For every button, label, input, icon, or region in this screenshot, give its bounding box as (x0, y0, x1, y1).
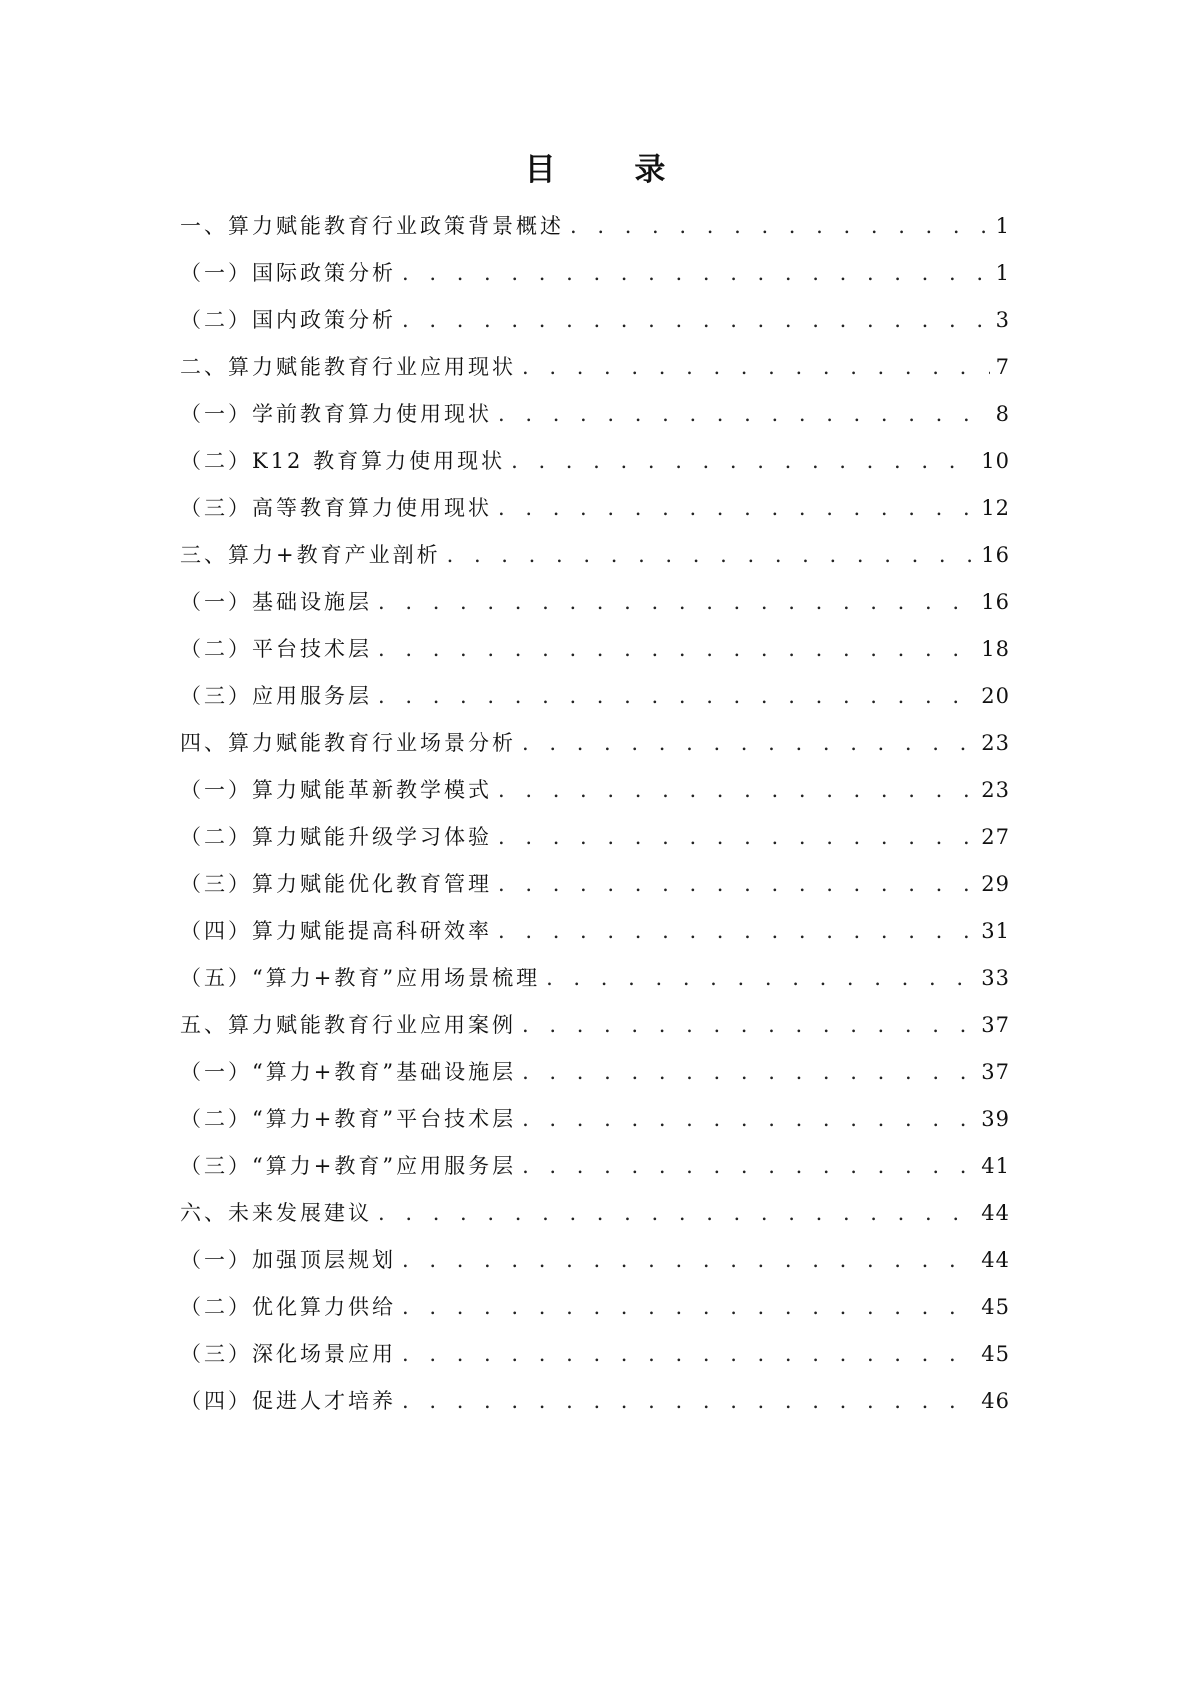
toc-entry-page-number: 3 (995, 308, 1010, 332)
toc-entry-page-number: 45 (981, 1295, 1010, 1319)
toc-entry[interactable] (180, 351, 1010, 398)
toc-dot-leader (498, 496, 975, 520)
toc-dot-leader (522, 1154, 975, 1178)
toc-entry[interactable] (180, 1103, 1010, 1150)
toc-entry-label: （三）深化场景应用 (180, 1342, 396, 1366)
toc-entry-page-number: 23 (981, 778, 1010, 802)
toc-entry[interactable] (180, 492, 1010, 539)
toc-entry-label: 二、算力赋能教育行业应用现状 (180, 355, 516, 379)
toc-dot-leader (522, 1107, 975, 1131)
toc-dot-leader (570, 214, 990, 238)
toc-dot-leader (546, 966, 975, 990)
toc-entry-label: （三）应用服务层 (180, 684, 372, 708)
toc-entry-label: 一、算力赋能教育行业政策背景概述 (180, 214, 564, 238)
table-of-contents (180, 210, 1010, 1432)
toc-entry-page-number: 10 (981, 449, 1010, 473)
toc-entry[interactable] (180, 210, 1010, 257)
toc-entry-page-number: 16 (981, 543, 1010, 567)
toc-entry-label: （三）算力赋能优化教育管理 (180, 872, 492, 896)
toc-entry-label: （五）“算力+教育”应用场景梳理 (180, 966, 541, 990)
toc-entry[interactable] (180, 1291, 1010, 1338)
toc-dot-leader (498, 872, 975, 896)
toc-entry-page-number: 44 (981, 1248, 1010, 1272)
toc-entry[interactable] (180, 774, 1010, 821)
toc-entry[interactable] (180, 962, 1010, 1009)
toc-entry-label: （三）高等教育算力使用现状 (180, 496, 492, 520)
toc-entry-label: 五、算力赋能教育行业应用案例 (180, 1013, 516, 1037)
toc-entry[interactable] (180, 257, 1010, 304)
toc-dot-leader (522, 1013, 975, 1037)
toc-entry-label: 四、算力赋能教育行业场景分析 (180, 731, 516, 755)
toc-entry-page-number: 12 (981, 496, 1010, 520)
toc-entry[interactable] (180, 445, 1010, 492)
toc-entry-label: （二）优化算力供给 (180, 1295, 396, 1319)
toc-entry-page-number: 7 (995, 355, 1010, 379)
toc-entry[interactable] (180, 586, 1010, 633)
toc-entry-page-number: 27 (981, 825, 1010, 849)
toc-entry[interactable] (180, 727, 1010, 774)
toc-dot-leader (511, 449, 975, 473)
toc-entry[interactable] (180, 1150, 1010, 1197)
toc-entry-page-number: 33 (981, 966, 1010, 990)
toc-dot-leader (522, 731, 975, 755)
toc-entry-page-number: 29 (981, 872, 1010, 896)
toc-entry[interactable] (180, 398, 1010, 445)
toc-entry[interactable] (180, 1385, 1010, 1432)
toc-dot-leader (498, 778, 975, 802)
toc-entry-label: （二）算力赋能升级学习体验 (180, 825, 492, 849)
toc-entry[interactable] (180, 1056, 1010, 1103)
toc-dot-leader (522, 355, 990, 379)
toc-dot-leader (402, 1342, 975, 1366)
toc-dot-leader (447, 543, 976, 567)
toc-entry-label: （二）国内政策分析 (180, 308, 396, 332)
toc-entry[interactable] (180, 680, 1010, 727)
toc-entry-label: （二）平台技术层 (180, 637, 372, 661)
toc-dot-leader (402, 1248, 975, 1272)
toc-dot-leader (378, 637, 975, 661)
toc-entry-label: （一）基础设施层 (180, 590, 372, 614)
toc-entry-label: （二）“算力+教育”平台技术层 (180, 1107, 517, 1131)
toc-entry[interactable] (180, 1197, 1010, 1244)
toc-entry-page-number: 37 (981, 1060, 1010, 1084)
toc-entry-label: （四）算力赋能提高科研效率 (180, 919, 492, 943)
toc-dot-leader (378, 1201, 975, 1225)
toc-entry[interactable] (180, 1338, 1010, 1385)
toc-entry[interactable] (180, 821, 1010, 868)
toc-dot-leader (498, 825, 975, 849)
toc-dot-leader (498, 402, 990, 426)
toc-entry-page-number: 45 (981, 1342, 1010, 1366)
toc-entry-page-number: 37 (981, 1013, 1010, 1037)
toc-entry-label: （一）国际政策分析 (180, 261, 396, 285)
toc-dot-leader (402, 261, 990, 285)
toc-entry-page-number: 20 (981, 684, 1010, 708)
toc-dot-leader (378, 684, 975, 708)
toc-entry-page-number: 41 (981, 1154, 1010, 1178)
toc-entry-label: （三）“算力+教育”应用服务层 (180, 1154, 517, 1178)
toc-dot-leader (378, 590, 975, 614)
toc-entry-page-number: 23 (981, 731, 1010, 755)
toc-entry[interactable] (180, 539, 1010, 586)
toc-entry-label: （一）加强顶层规划 (180, 1248, 396, 1272)
toc-entry-page-number: 1 (995, 214, 1010, 238)
toc-entry-label: 六、未来发展建议 (180, 1201, 372, 1225)
toc-entry[interactable] (180, 915, 1010, 962)
toc-entry[interactable] (180, 633, 1010, 680)
toc-entry-page-number: 31 (981, 919, 1010, 943)
toc-dot-leader (498, 919, 975, 943)
page-title: 目 录 (524, 152, 700, 188)
toc-entry[interactable] (180, 304, 1010, 351)
toc-entry-label: （四）促进人才培养 (180, 1389, 396, 1413)
toc-entry-label: 三、算力+教育产业剖析 (180, 543, 441, 567)
toc-entry-page-number: 16 (981, 590, 1010, 614)
toc-dot-leader (402, 1295, 975, 1319)
toc-entry[interactable] (180, 1009, 1010, 1056)
toc-entry-label: （二）K12 教育算力使用现状 (180, 449, 506, 473)
toc-entry-page-number: 18 (981, 637, 1010, 661)
toc-dot-leader (402, 1389, 975, 1413)
toc-entry-label: （一）“算力+教育”基础设施层 (180, 1060, 517, 1084)
toc-entry-page-number: 8 (995, 402, 1010, 426)
toc-entry-page-number: 44 (981, 1201, 1010, 1225)
toc-dot-leader (402, 308, 990, 332)
toc-entry-page-number: 39 (981, 1107, 1010, 1131)
toc-entry-page-number: 1 (995, 261, 1010, 285)
toc-entry-label: （一）学前教育算力使用现状 (180, 402, 492, 426)
toc-entry[interactable] (180, 868, 1010, 915)
toc-entry-label: （一）算力赋能革新教学模式 (180, 778, 492, 802)
toc-entry[interactable] (180, 1244, 1010, 1291)
toc-dot-leader (522, 1060, 975, 1084)
toc-entry-page-number: 46 (981, 1389, 1010, 1413)
